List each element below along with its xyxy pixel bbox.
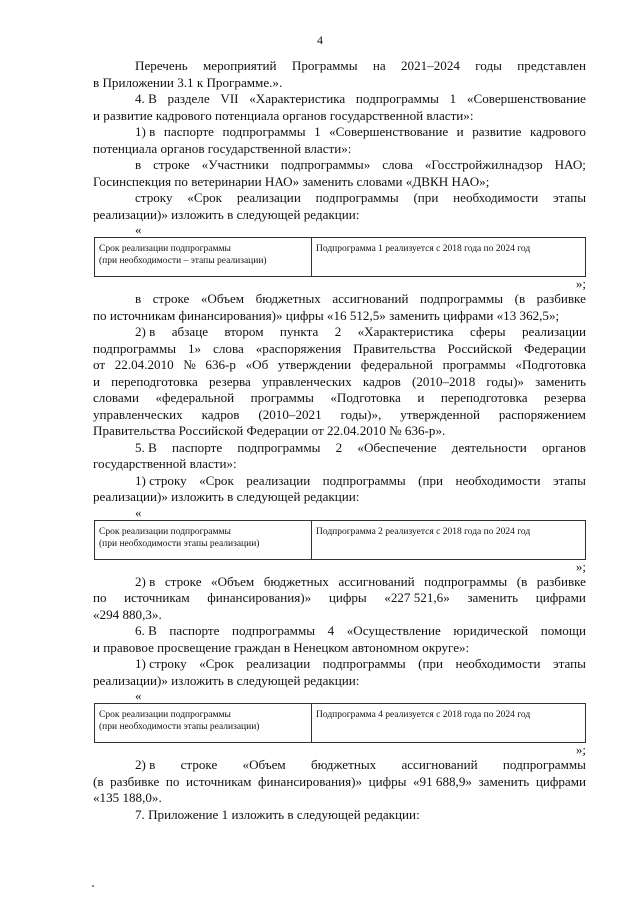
word: строке [152,291,190,306]
table-cell-label [95,521,312,559]
word: 4. В [135,91,157,106]
text-line [93,374,586,391]
word: цифры [328,590,367,605]
inserted-table-2 [94,520,586,560]
word: словами [93,390,140,405]
word: финансирования)» [207,590,312,605]
word: (в [516,573,528,589]
word: разбивке [110,773,160,789]
text-line [93,407,586,424]
word: (при [418,472,444,488]
text-line [93,757,586,774]
text-line [93,656,586,673]
text-line: по источникам финансирования)» цифры «16 512,5» заменить цифрами «13 362,5»; [93,307,560,323]
word: цифрами [535,773,586,789]
text-line [93,291,586,308]
table-cell-text: (при необходимости – этапы реализации) [99,256,267,266]
word: 1» [188,340,202,356]
word: «Объем [242,757,286,772]
word: переподготовка [440,390,528,405]
word: строке [180,757,218,772]
word: подпрограммы [93,340,177,356]
word: слова [213,340,244,356]
word: реализации [246,472,311,488]
word: «Характеристика [249,91,346,106]
word: кадров [201,406,240,422]
word: 1) строку [135,656,187,671]
quote-close: »; [575,558,586,574]
word: Российской [447,340,513,356]
word: годы [475,58,502,73]
text-line [93,623,586,640]
word: цифры [368,773,407,789]
table-cell-text: Срок реализации подпрограммы [99,526,231,537]
text-line [93,357,586,374]
quote-close: »; [575,276,586,291]
inserted-table-1 [94,237,586,277]
text-line [93,390,586,407]
word: Программы [291,58,358,73]
text-line: «135 188,0». [93,790,162,805]
text-line: реализации)» изложить в следующей редакции: [93,206,360,222]
word: 2021–2024 [401,58,460,73]
quote-close: »; [575,742,586,757]
word: 1) в [135,124,156,139]
word: разделе [167,91,210,106]
word: 22.04.2010 [114,357,174,372]
word: в [135,157,142,172]
text-line [93,91,586,108]
word: паспорте [169,623,220,638]
word: бюджетных [310,757,377,772]
word: (в [514,291,526,306]
word: втором [224,324,264,339]
text-line: государственной власти»: [93,456,237,471]
word: кадрового [529,124,586,139]
word: подпрограммы [237,439,321,455]
word: мероприятий [203,58,277,73]
table-cell-value: Подпрограмма 4 реализуется с 2018 года по 2024 год [316,710,531,720]
word: годы)», [340,406,382,422]
text-line: Госинспекция по ветеринарии НАО» заменить словами «ДВКН НАО»; [93,173,490,189]
word: бюджетных [263,573,329,589]
text-line [93,590,586,607]
word: финансирования)» [258,773,363,789]
word: этапы [552,472,586,488]
word: цифрами [535,590,586,605]
quote-open: « [135,222,142,237]
word: резерва [209,373,251,389]
quote-open: « [135,688,142,703]
word: переподготовка [111,373,198,389]
word: «227 521,6» [384,590,450,605]
word: подпрограммы [420,291,504,306]
word: этапы [552,656,586,671]
word: строке [164,573,202,589]
word: «Госстройжилнадзор [424,157,543,172]
text-line: «294 880,3». [93,606,162,622]
word: органов [541,439,586,455]
word: «Совершенствование [466,91,586,106]
word: 6. В [135,623,157,638]
text-line: реализации)» изложить в следующей редакции: [93,489,360,504]
text-line [93,58,586,75]
word: и [456,124,464,139]
word: «Обеспечение [357,439,437,455]
table-cell-text: (при необходимости этапы реализации) [99,722,260,732]
word: источникам [124,590,190,605]
word: бюджетных [255,291,321,306]
word: № [183,357,196,372]
word: федеральной [360,357,433,372]
word: «Осуществление [346,623,441,638]
word: 1 [314,124,321,139]
word: ассигнований [338,573,415,589]
word: заменить [467,590,519,605]
word: 4 [327,623,335,638]
word: разбивке [536,291,586,306]
table-cell-label [95,238,312,276]
word: и [417,390,425,405]
word: на [372,58,386,73]
word: программы [442,357,506,372]
page-number: 4 [317,33,323,47]
word: VII [220,91,239,106]
word: юридической [453,623,529,638]
word: годы)» [486,373,524,389]
word: источникам [186,773,252,789]
word: Перечень [135,58,188,73]
table-cell-text: Срок реализации подпрограммы [99,244,231,254]
text-line: 7. Приложение 1 изложить в следующей редакции: [135,806,420,822]
word: паспорте [172,439,223,455]
word: по [93,590,107,605]
word: подпрограммы [502,757,586,772]
word: утверждении [277,357,352,372]
word: подпрограммы [232,623,316,638]
word: необходимости [455,472,541,488]
word: Правительства [353,340,436,356]
word: «распоряжения [255,340,342,356]
word: ассигнований [332,291,409,306]
document-body [93,58,586,823]
word: управленческих [262,373,352,389]
inserted-table-3 [94,703,586,743]
word: этапы [553,190,586,205]
word: «Об [245,357,269,372]
word: «Срок [187,190,223,205]
word: «федеральной [155,390,235,405]
word: подпрограммы [222,124,306,139]
text-line [93,440,586,457]
text-line [93,190,586,207]
text-line [93,574,586,591]
word: 2) в [135,324,156,339]
word: подпрограммы [355,91,439,106]
table-cell-text: Срок реализации подпрограммы [99,710,231,720]
text-line [93,124,586,141]
word: 5. В [135,439,157,455]
word: от [93,357,106,372]
word: 2) в [135,757,156,772]
word: «Объем [211,573,255,589]
word: разбивке [536,573,586,589]
word: 1) строку [135,472,187,488]
word: в [135,291,142,306]
text-line [93,157,586,174]
word: (2010–2021 [258,406,322,422]
word: НАО; [554,157,586,172]
word: резерва [544,390,586,405]
word: «Срок [199,472,234,488]
word: паспорте [163,124,214,139]
word: «Подготовка [515,357,586,372]
word: реализации [236,190,301,205]
text-line [93,774,586,791]
scan-speck [92,885,94,887]
word: «Участники [201,157,269,172]
table-cell-value: Подпрограмма 2 реализуется с 2018 года по 2024 год [316,526,531,537]
text-line: и правовое просвещение граждан в Ненецком автономном округе»: [93,639,470,655]
text-line [93,473,586,490]
word: реализации [521,324,586,339]
word: подпрограммы [322,472,406,488]
word: Федерации [524,340,586,356]
text-line: потенциала органов государственной власти»: [93,140,352,156]
word: сферы [469,324,506,339]
word: «Срок [199,656,234,671]
word: 2) в [135,573,156,589]
word: 1 [449,91,457,106]
table-cell-text: (при необходимости этапы реализации) [99,538,260,549]
word: и [93,373,101,389]
word: 2 [334,324,342,339]
word: кадров [362,373,401,389]
word: «Характеристика [357,324,454,339]
text-line [93,341,586,358]
word: (2010–2018 [411,373,476,389]
word: заменить [478,773,530,789]
word: «Подготовка [330,390,401,405]
word: (в [93,773,104,789]
word: утвержденной [400,406,481,422]
word: необходимости [453,190,539,205]
word: «Объем [200,291,245,306]
word: (при [418,656,444,671]
word: подпрограммы [322,656,406,671]
text-line: Правительства Российской Федерации от 22.04.2010 № 636-р». [93,423,446,438]
word: по [165,773,180,789]
word: управленческих [93,406,183,422]
word: программы [250,390,314,405]
word: заменить [535,373,586,389]
word: необходимости [455,656,541,671]
table-cell-label [95,704,312,742]
word: (при [413,190,439,205]
text-line: и развитие кадрового потенциала органов государственной власти»: [93,107,474,123]
word: строке [153,157,190,172]
word: подпрограммы [424,573,508,589]
word: «91 688,9» [413,773,472,789]
word: помощи [540,623,586,638]
word: распоряжением [498,406,586,422]
quote-open: « [135,504,142,520]
table-cell-value: Подпрограмма 1 реализуется с 2018 года по 2024 год [316,244,531,254]
word: 636-р [205,357,236,372]
word: слова [382,157,413,172]
word: подпрограммы [315,190,399,205]
word: 2 [335,439,343,455]
word: пункта [279,324,319,339]
word: «Совершенствование [329,124,449,139]
word: строку [135,190,173,205]
word: подпрограммы» [280,157,371,172]
word: развитие [472,124,522,139]
word: деятельности [451,439,527,455]
word: представлен [517,58,586,73]
word: реализации [246,656,311,671]
word: абзаце [171,324,209,339]
word: ассигнований [401,757,478,772]
text-line: реализации)» изложить в следующей редакции: [93,672,360,688]
text-line [93,324,586,341]
text-line: в Приложении 3.1 к Программе.». [93,74,283,90]
